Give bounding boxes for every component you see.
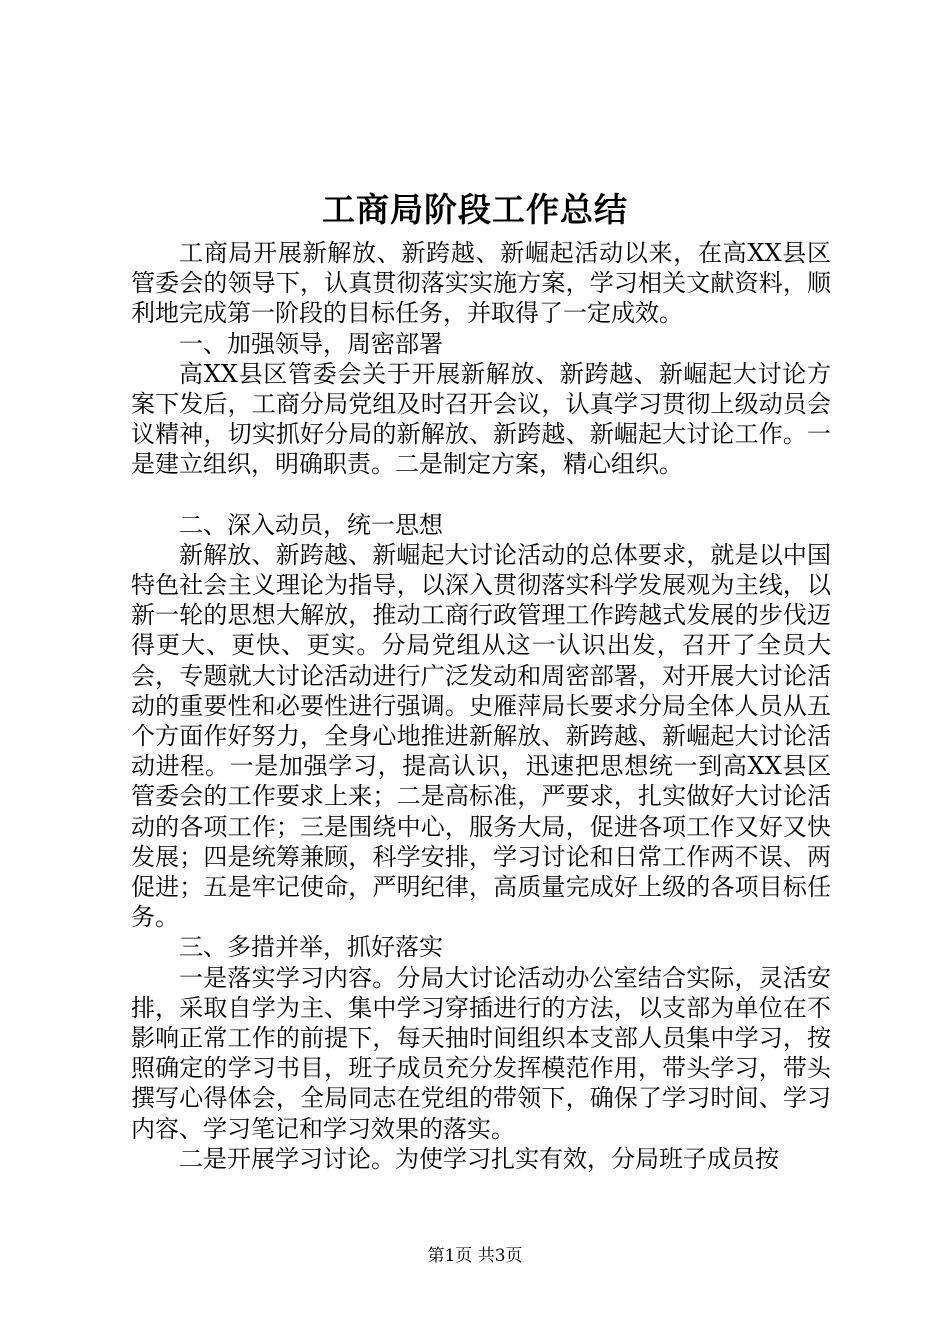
blank-line: [131, 480, 831, 510]
document-body: [131, 238, 831, 1174]
section-heading-2: 二、深入动员，统一思想: [179, 510, 443, 539]
intro-paragraph: 工商局开展新解放、新跨越、新崛起活动以来，在高XX县区管委会的领导下，认真贯彻落实实施方案，学习相关文献资料，顺利地完成第一阶段的目标任务，并取得了一定成效。: [131, 239, 831, 328]
section-2-paragraph: 新解放、新跨越、新崛起大讨论活动的总体要求，就是以中国特色社会主义理论为指导，以深入贯彻落实科学发展观为主线，以新一轮的思想大解放，推动工商行政管理工作跨越式发展的步伐迈得更大、更快、更实。分局党组从这一认识出发，召开了全员大会，专题就大讨论活动进行广泛发动和周密部署，对开展大讨论活动的重要性和必要性进行强调。史雁萍局长要求分局全体人员从五个方面作好努力，全身心地推进新解放、新跨越、新崛起大讨论活动进程。一是加强学习，提高认识，迅速把思想统一到高XX县区管委会的工作要求上来；二是高标准，严要求，扎实做好大讨论活动的各项工作；三是围绕中心，服务大局，促进各项工作又好又快发展；四是统筹兼顾，科学安排，学习讨论和日常工作两不误、两促进；五是牢记使命，严明纪律，高质量完成好上级的各项目标任务。: [131, 540, 831, 932]
section-1-paragraph: 高XX县区管委会关于开展新解放、新跨越、新崛起大讨论方案下发后，工商分局党组及时召开会议，认真学习贯彻上级动员会议精神，切实抓好分局的新解放、新跨越、新崛起大讨论工作。一是建立组织，明确职责。二是制定方案，精心组织。: [131, 359, 831, 479]
section-3-paragraph-1: 一是落实学习内容。分局大讨论活动办公室结合实际，灵活安排，采取自学为主、集中学习穿插进行的方法，以支部为单位在不影响正常工作的前提下，每天抽时间组织本支部人员集中学习，按照确定的学习书目，班子成员充分发挥模范作用，带头学习，带头撰写心得体会，全局同志在党组的带领下，确保了学习时间、学习内容、学习笔记和学习效果的落实。: [131, 963, 831, 1143]
section-3-paragraph-2: 二是开展学习讨论。为使学习扎实有效，分局班子成员按: [179, 1144, 779, 1173]
section-heading-3: 三、多措并举，抓好落实: [179, 933, 443, 962]
document-title: 工商局阶段工作总结: [322, 190, 628, 229]
section-heading-1: 一、加强领导，周密部署: [179, 329, 443, 358]
page-number-footer: 第1页 共3页: [427, 1246, 523, 1266]
